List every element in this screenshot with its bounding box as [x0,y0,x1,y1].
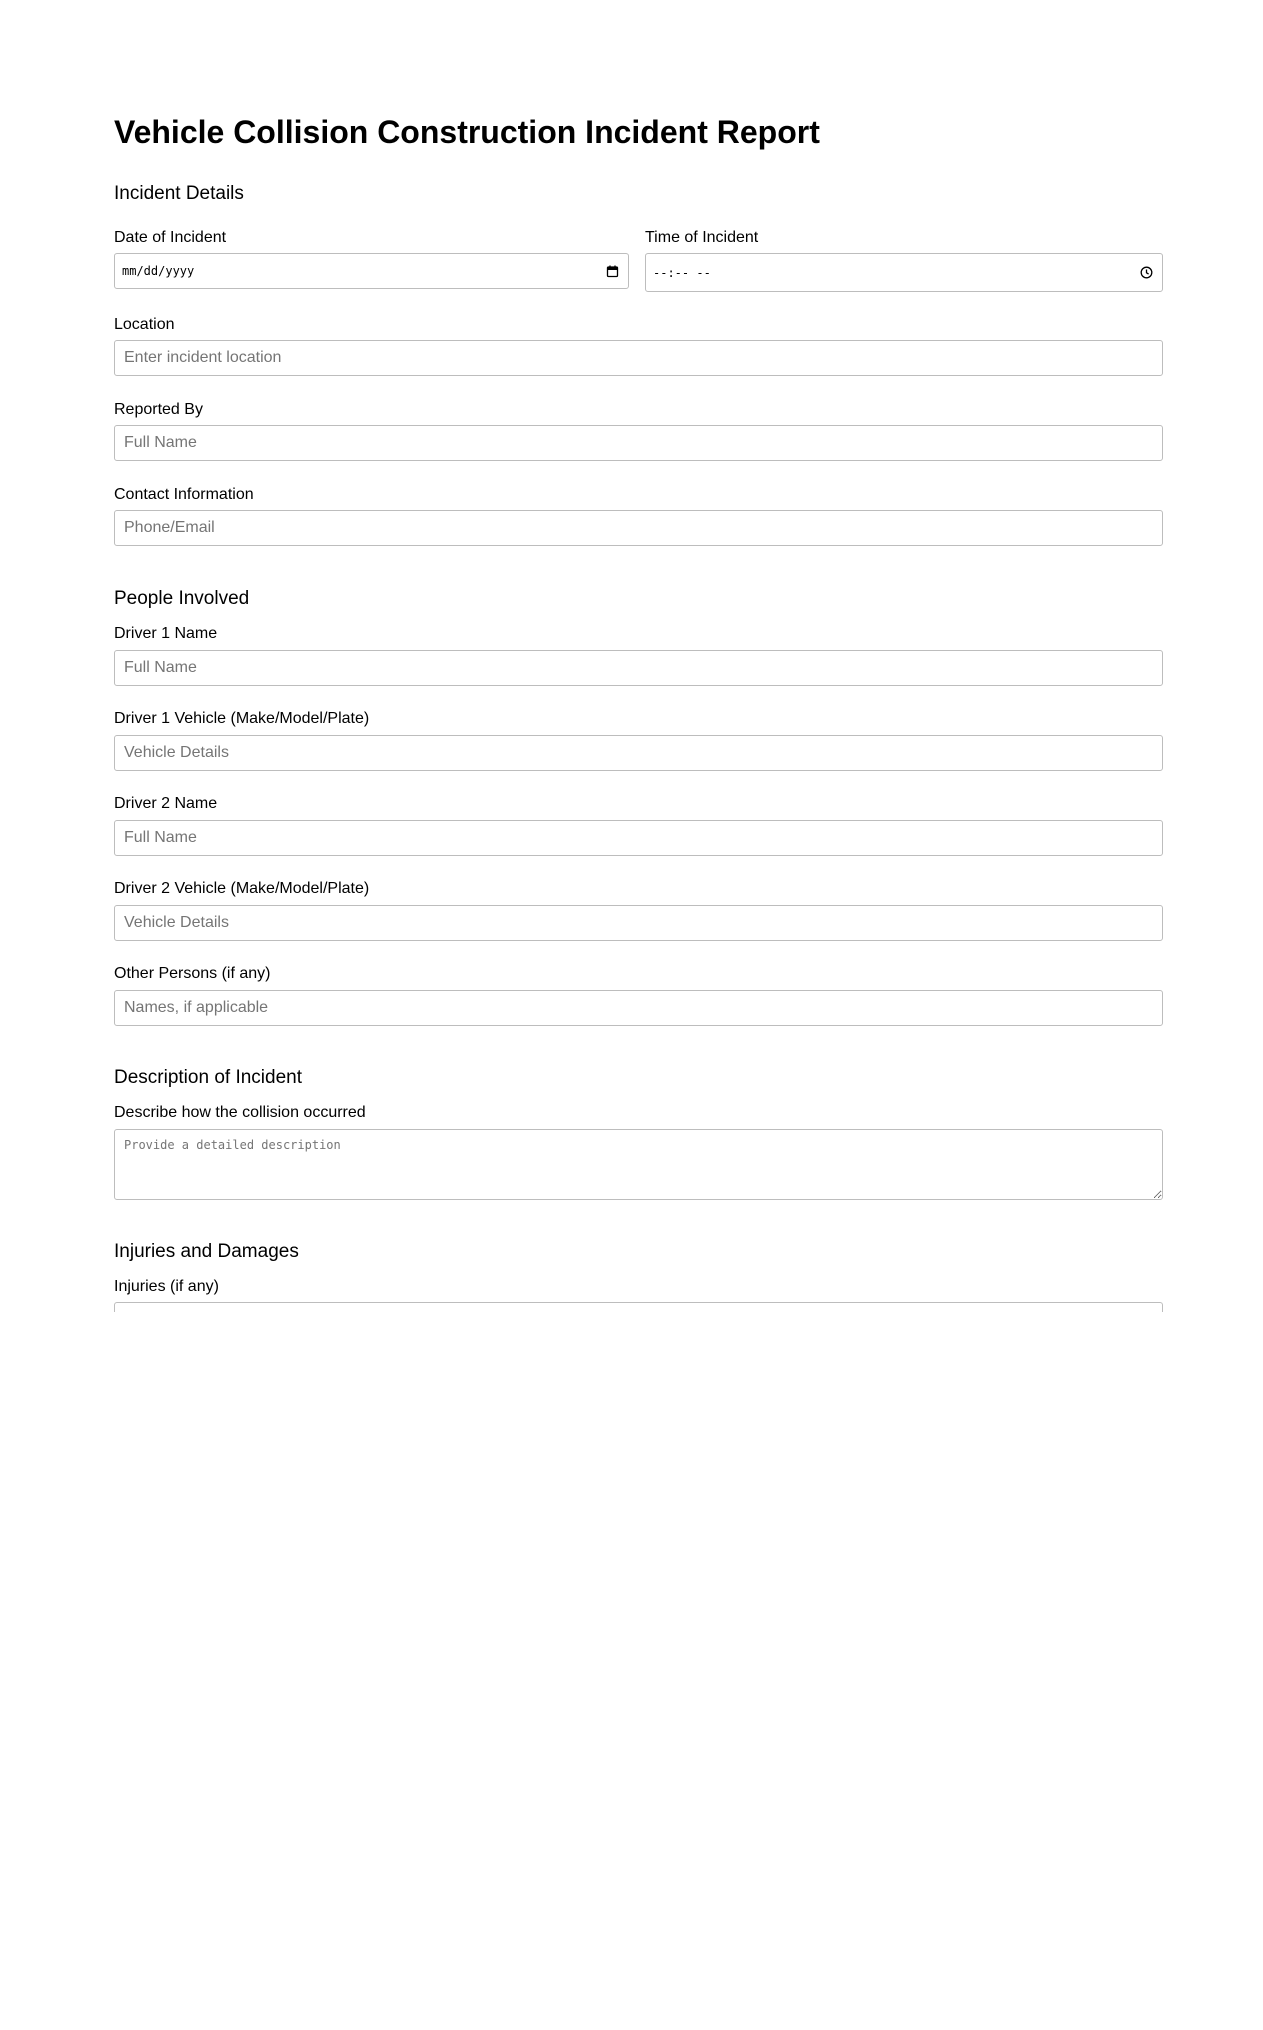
time-label: Time of Incident [645,229,759,246]
driver2-vehicle-label: Driver 2 Vehicle (Make/Model/Plate) [114,880,370,897]
section-title-people-involved: People Involved [114,588,250,609]
description-label: Describe how the collision occurred [114,1104,366,1121]
calendar-icon[interactable] [605,264,619,278]
contact-input[interactable] [114,510,1163,546]
driver1-name-label: Driver 1 Name [114,625,218,642]
time-input[interactable] [645,253,1163,292]
injuries-input[interactable] [114,1302,1163,1312]
description-textarea[interactable] [114,1129,1163,1200]
section-title-injuries-damages: Injuries and Damages [114,1241,299,1262]
page-title: Vehicle Collision Construction Incident Report [114,114,820,150]
date-placeholder: mm/dd/yyyy [122,264,195,278]
driver2-vehicle-input[interactable] [114,905,1163,941]
location-input[interactable] [114,340,1163,376]
section-title-description: Description of Incident [114,1067,302,1088]
driver2-name-input[interactable] [114,820,1163,856]
driver1-vehicle-label: Driver 1 Vehicle (Make/Model/Plate) [114,710,370,727]
driver1-vehicle-input[interactable] [114,735,1163,771]
date-label: Date of Incident [114,229,227,246]
other-persons-label: Other Persons (if any) [114,965,271,982]
driver1-name-input[interactable] [114,650,1163,686]
date-input[interactable] [114,253,629,289]
reported-by-input[interactable] [114,425,1163,461]
injuries-label: Injuries (if any) [114,1278,219,1295]
other-persons-input[interactable] [114,990,1163,1026]
reported-by-label: Reported By [114,401,203,418]
time-placeholder: --:-- -- [653,265,711,280]
location-label: Location [114,316,175,333]
contact-label: Contact Information [114,486,254,503]
section-title-incident-details: Incident Details [114,183,244,204]
driver2-name-label: Driver 2 Name [114,795,218,812]
clock-icon[interactable] [1139,266,1153,280]
